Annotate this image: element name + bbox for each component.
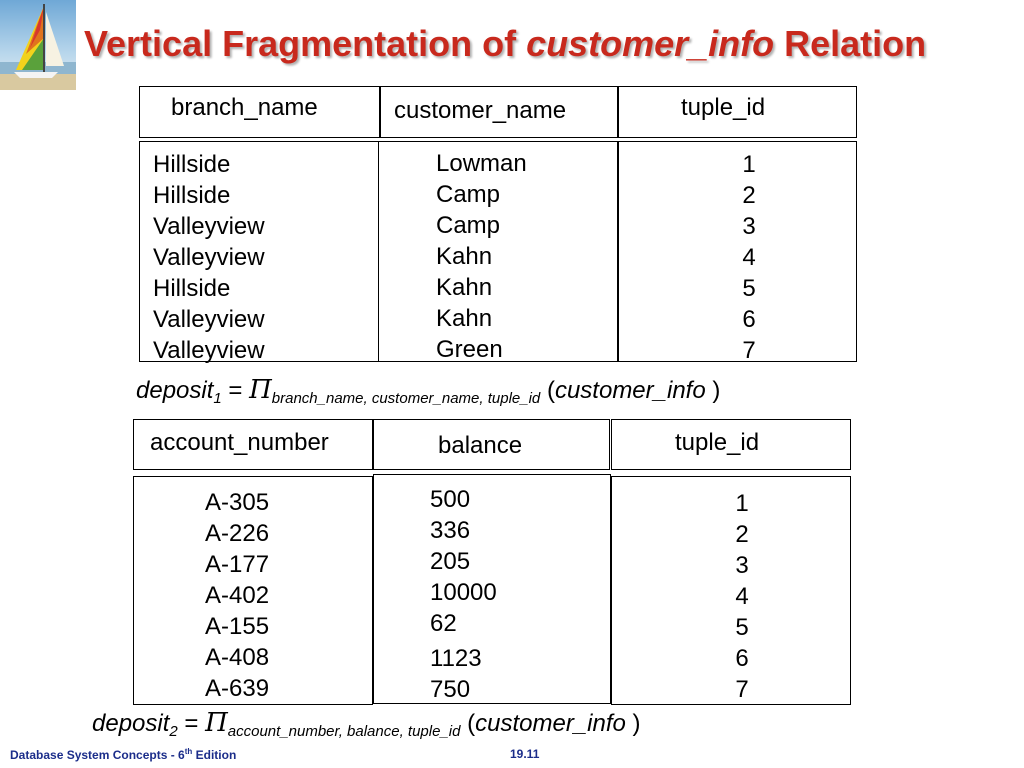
- formula-argument: customer_info: [475, 710, 626, 737]
- list-item: 750: [430, 676, 471, 703]
- list-item: Camp: [436, 181, 501, 208]
- list-item: 2: [742, 182, 756, 209]
- list-item: Kahn: [436, 243, 493, 270]
- list-item: 3: [735, 552, 749, 579]
- list-item: Kahn: [436, 274, 493, 301]
- footer-book-sup: th: [184, 747, 193, 756]
- list-item: Valleyview: [153, 213, 265, 240]
- formula-argument: customer_info: [554, 377, 706, 404]
- list-item: Hillside: [153, 275, 231, 302]
- header-balance: balance: [438, 432, 523, 459]
- list-item: 7: [742, 337, 756, 364]
- title-relation-name: customer_info: [526, 23, 775, 64]
- header-branch-name: branch_name: [171, 94, 318, 121]
- projection-symbol: Π: [249, 375, 272, 405]
- header-account-number: account_number: [150, 429, 329, 456]
- footer-book-title: [10, 747, 236, 762]
- list-item: 1: [735, 490, 749, 517]
- tuple-id-values-2: [722, 488, 762, 705]
- formula-index: 1: [213, 390, 222, 407]
- list-item: 62: [430, 610, 457, 637]
- list-item: 4: [735, 583, 749, 610]
- list-item: 7: [735, 676, 749, 703]
- formula-index: 2: [169, 723, 178, 740]
- formula-attributes: branch_name, customer_name, tuple_id: [271, 390, 541, 407]
- footer-book-text: Database System Concepts - 6: [10, 748, 185, 762]
- list-item: 2: [735, 521, 749, 548]
- list-item: 500: [430, 486, 471, 513]
- balance-values: [430, 484, 497, 705]
- list-item: 1: [742, 151, 756, 178]
- header-tuple-id: tuple_id: [681, 94, 766, 121]
- list-item: Hillside: [153, 182, 231, 209]
- list-item: 6: [735, 645, 749, 672]
- formula-attributes: account_number, balance, tuple_id: [227, 723, 461, 740]
- formula-equals: =: [221, 377, 250, 404]
- tuple-id-values: [729, 149, 769, 366]
- projection-symbol: Π: [205, 708, 228, 738]
- list-item: 5: [742, 275, 756, 302]
- list-item: 205: [430, 548, 471, 575]
- list-item: Kahn: [436, 305, 493, 332]
- list-item: 1123: [430, 645, 482, 672]
- list-item: 4: [742, 244, 756, 271]
- list-item: 5: [735, 614, 749, 641]
- list-item: A-639: [205, 675, 270, 702]
- formula-equals: =: [177, 710, 206, 737]
- footer-book-tail: Edition: [192, 748, 237, 762]
- list-item: A-305: [205, 489, 270, 516]
- formula-deposit-1: deposit$_1$ = $\Pi_{branch\_name, customer\_name, tuple\_id}$ (customer_info ): [136, 375, 721, 407]
- list-item: Valleyview: [153, 337, 265, 364]
- formula-name: deposit: [136, 377, 214, 404]
- list-item: Hillside: [153, 151, 231, 178]
- list-item: 10000: [430, 579, 497, 606]
- header-tuple-id-2: tuple_id: [675, 429, 760, 456]
- list-item: A-177: [205, 551, 270, 578]
- list-item: Valleyview: [153, 244, 265, 271]
- title-text: Vertical Fragmentation of: [84, 23, 527, 64]
- title-text-tail: Relation: [774, 23, 927, 64]
- header-customer-name: customer_name: [394, 97, 567, 124]
- list-item: Valleyview: [153, 306, 265, 333]
- formula-deposit-2: deposit$_2$ = $\Pi_{account\_number, balance, tuple\_id}$ (customer_info ): [92, 708, 641, 740]
- list-item: Green: [436, 336, 503, 363]
- list-item: 336: [430, 517, 471, 544]
- page-number: 19.11: [510, 747, 540, 761]
- list-item: Lowman: [436, 150, 527, 177]
- list-item: A-402: [205, 582, 270, 609]
- account-number-values: [205, 487, 269, 704]
- slide-title: [84, 22, 1024, 66]
- list-item: 6: [742, 306, 756, 333]
- list-item: 3: [742, 213, 756, 240]
- formula-name: deposit: [92, 710, 170, 737]
- branch-name-values: [153, 149, 265, 366]
- sailboat-logo: [0, 0, 76, 90]
- list-item: A-226: [205, 520, 270, 547]
- list-item: A-155: [205, 613, 270, 640]
- list-item: A-408: [205, 644, 270, 671]
- list-item: Camp: [436, 212, 501, 239]
- customer-name-values: [436, 148, 527, 365]
